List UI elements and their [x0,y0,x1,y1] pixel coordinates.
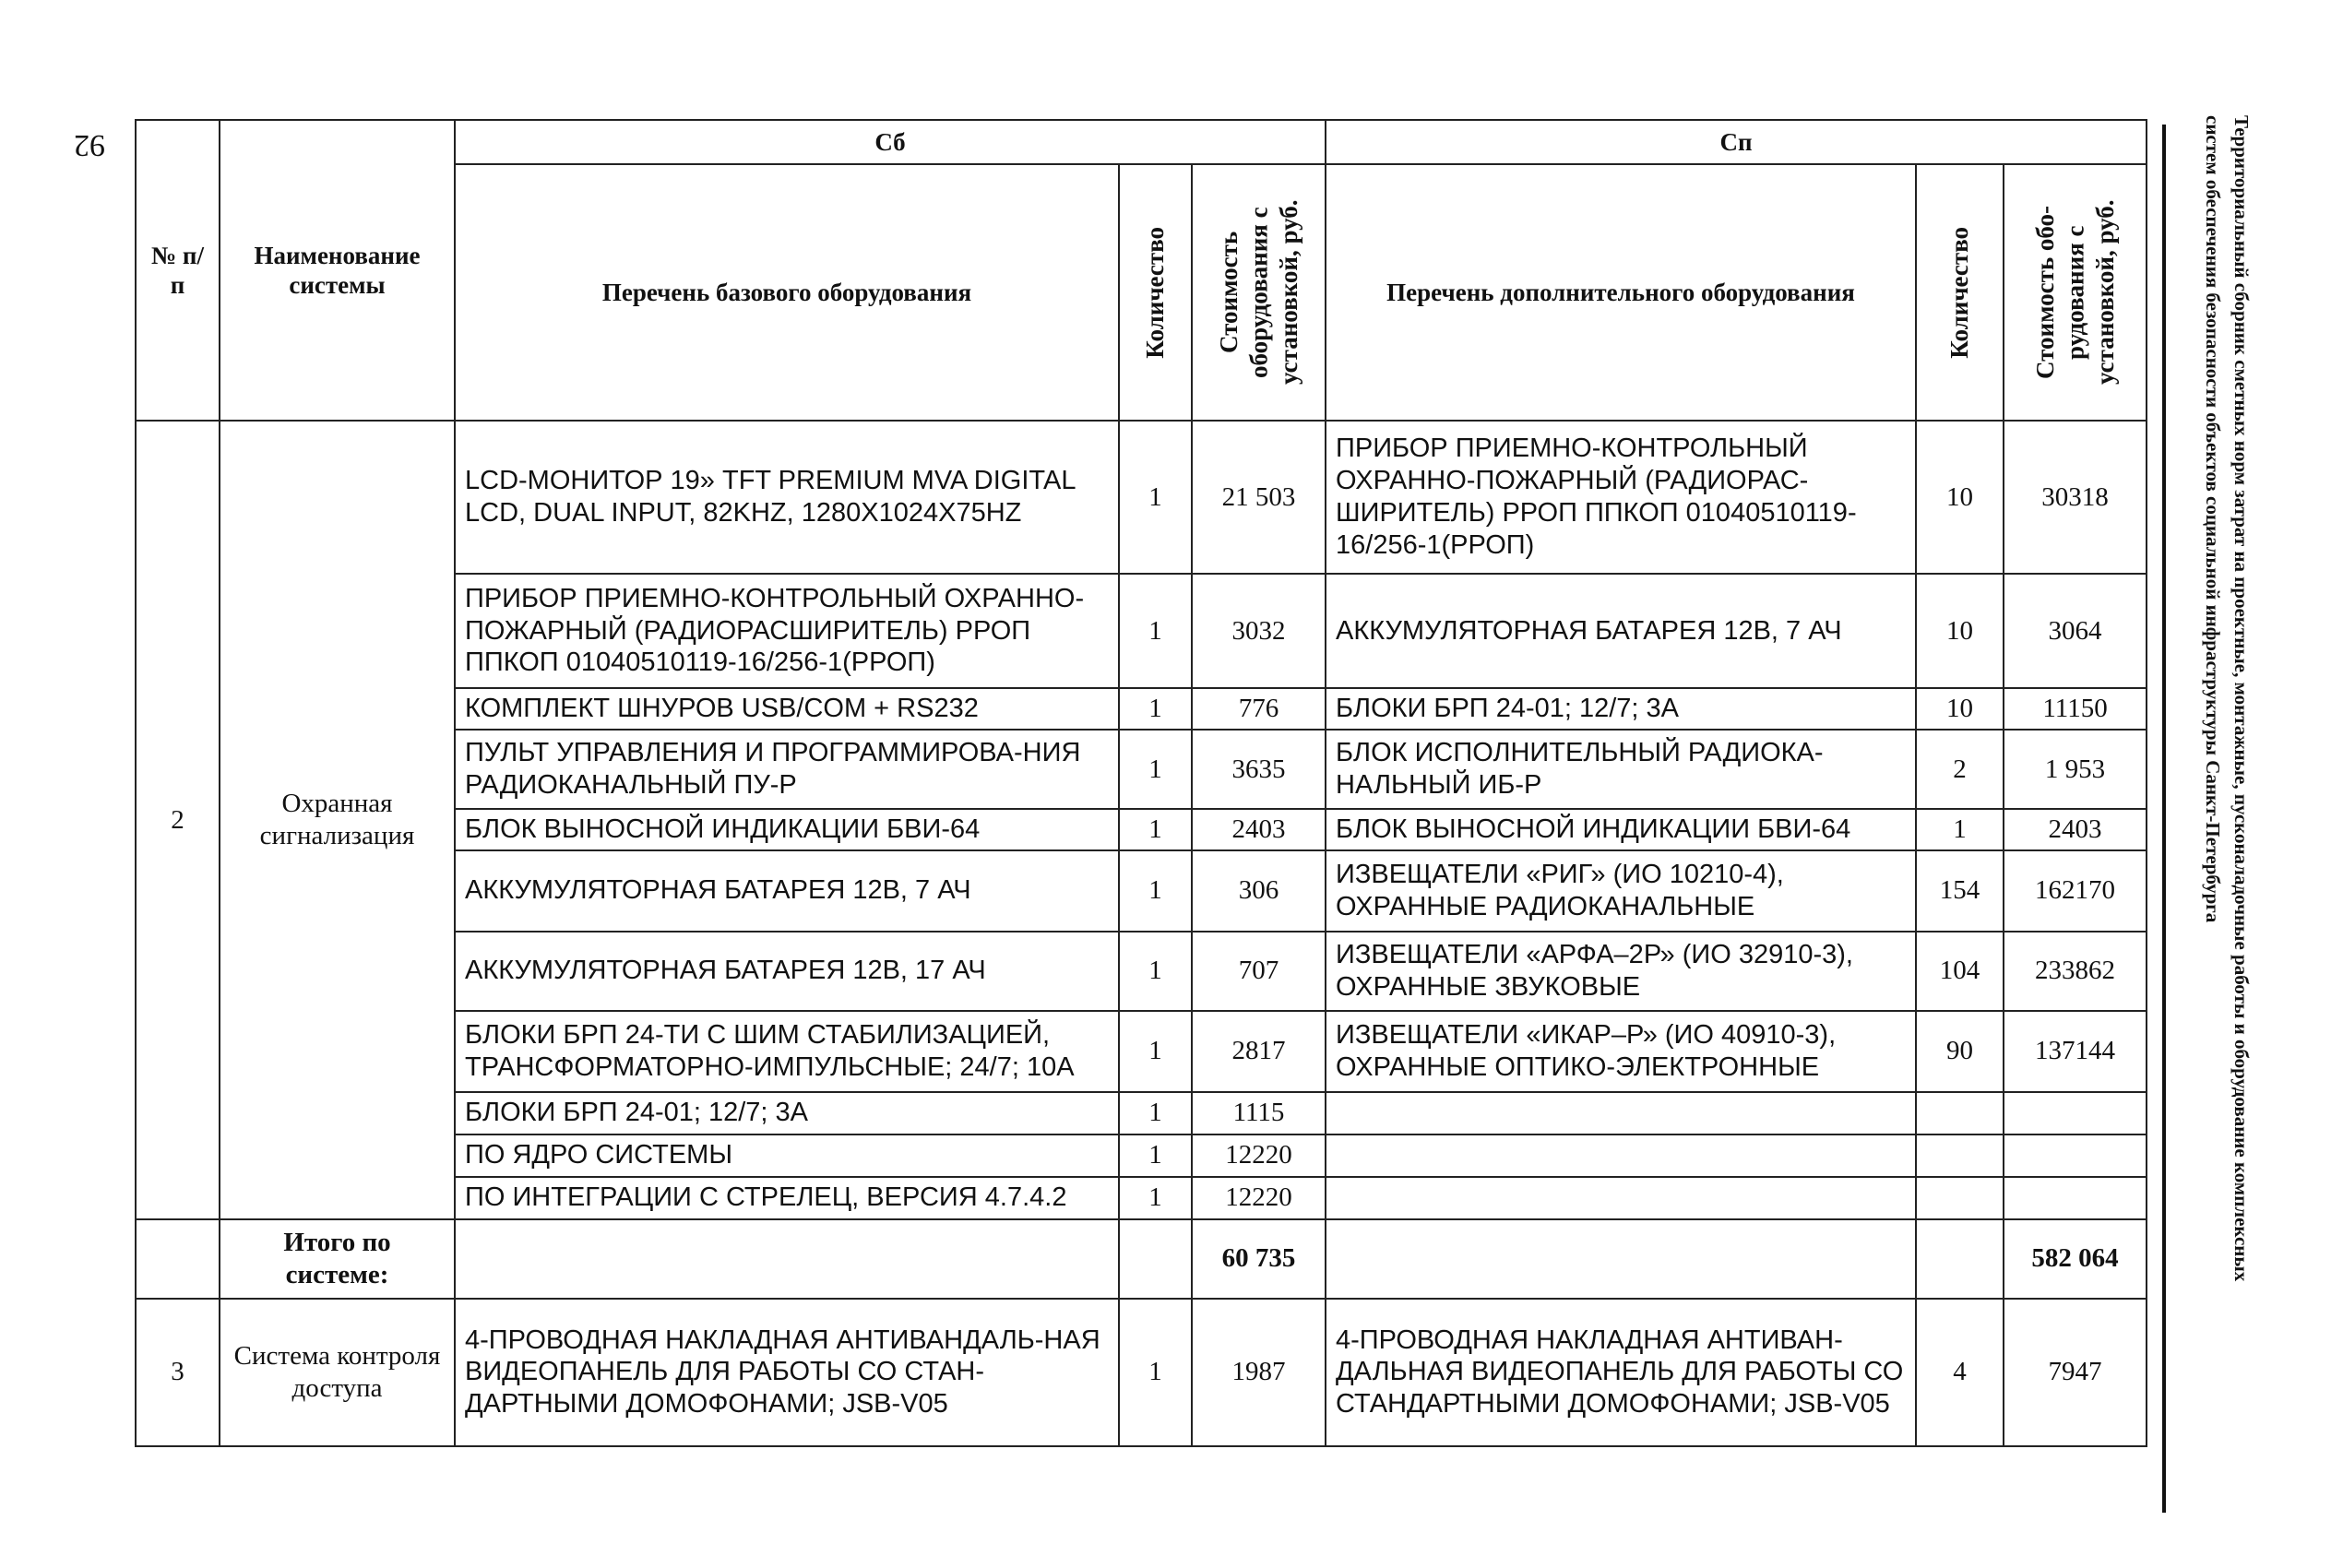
base-cost: 1987 [1192,1299,1326,1446]
add-item: ИЗВЕЩАТЕЛИ «РИГ» (ИО 10210-4), ОХРАННЫЕ РАДИОКАНАЛЬНЫЕ [1326,850,1916,932]
add-cost: 3064 [2004,574,2147,688]
base-item: LCD-МОНИТОР 19» TFT PREMIUM MVA DIGITAL LCD, DUAL INPUT, 82KHZ, 1280X1024X75HZ [455,421,1119,574]
group-header-sp: Сп [1326,120,2147,164]
add-qty: 1 [1916,809,2004,850]
base-item: БЛОК ВЫНОСНОЙ ИНДИКАЦИИ БВИ-64 [455,809,1119,850]
equipment-table [135,119,2147,1447]
base-qty: 1 [1119,809,1192,850]
col-header-cost-add [2004,164,2147,421]
base-qty: 1 [1119,421,1192,574]
add-item: АККУМУЛЯТОРНАЯ БАТАРЕЯ 12В, 7 АЧ [1326,574,1916,688]
base-cost: 776 [1192,688,1326,730]
col-header-cost-base [1192,164,1326,421]
col-header-qty-text: Количество [1141,226,1170,359]
add-cost [2004,1134,2147,1177]
add-item [1326,1134,1916,1177]
base-qty: 1 [1119,1134,1192,1177]
add-cost: 1 953 [2004,730,2147,809]
base-item: ПО ИНТЕГРАЦИИ С СТРЕЛЕЦ, ВЕРСИЯ 4.7.4.2 [455,1177,1119,1219]
col-header-qty2-text: Количество [1945,226,1974,359]
col-header-add-list: Перечень дополнительного оборудования [1326,164,1916,421]
base-item: ПО ЯДРО СИСТЕМЫ [455,1134,1119,1177]
total-label: Итого по системе: [220,1219,455,1299]
base-cost: 2817 [1192,1011,1326,1092]
base-qty: 1 [1119,730,1192,809]
base-cost: 707 [1192,932,1326,1011]
col-header-qty [1119,164,1192,421]
add-item: ПРИБОР ПРИЕМНО-КОНТРОЛЬНЫЙ ОХРАННО-ПОЖАРНЫЙ (РАДИОРАС-ШИРИТЕЛЬ) РРОП ППКОП 01040510119-16/256-1(РРОП) [1326,421,1916,574]
add-item: БЛОКИ БРП 24-01; 12/7; 3А [1326,688,1916,730]
base-cost: 2403 [1192,809,1326,850]
system-name: Система контроля доступа [220,1299,455,1446]
col-header-qty2 [1916,164,2004,421]
add-item: БЛОК ИСПОЛНИТЕЛЬНЫЙ РАДИОКА-НАЛЬНЫЙ ИБ-Р [1326,730,1916,809]
base-cost: 306 [1192,850,1326,932]
base-cost: 21 503 [1192,421,1326,574]
add-cost: 2403 [2004,809,2147,850]
add-cost: 11150 [2004,688,2147,730]
add-qty [1916,1092,2004,1134]
group-header-sb: Сб [455,120,1326,164]
col-header-cost-base-text: Стоимость оборудования с установкой, руб. [1214,199,1302,386]
total-blank-qty [1119,1219,1192,1299]
page-number: 92 [74,128,105,162]
total-base-cost: 60 735 [1192,1219,1326,1299]
total-blank-qty2 [1916,1219,2004,1299]
running-header: Территориальный сборник сметных норм затрат на проектные, монтажные, пусконаладочные работы и оборудование комплексных систем обеспечения безопасности объектов социальной инфраструктуры Санкт-Петербурга [2202,115,2253,1282]
add-qty [1916,1134,2004,1177]
header-rule [2162,125,2166,1513]
total-row-blank [136,1219,220,1299]
add-cost [2004,1177,2147,1219]
add-cost: 162170 [2004,850,2147,932]
add-qty: 104 [1916,932,2004,1011]
section-number: 3 [136,1299,220,1446]
base-qty: 1 [1119,1177,1192,1219]
base-qty: 1 [1119,574,1192,688]
section-number: 2 [136,421,220,1219]
base-item: БЛОКИ БРП 24-01; 12/7; 3А [455,1092,1119,1134]
base-qty: 1 [1119,1299,1192,1446]
total-row [136,1219,2147,1299]
base-item: БЛОКИ БРП 24-ТИ С ШИМ СТАБИЛИЗАЦИЕЙ, ТРАНСФОРМАТОРНО-ИМПУЛЬСНЫЕ; 24/7; 10А [455,1011,1119,1092]
base-item: АККУМУЛЯТОРНАЯ БАТАРЕЯ 12В, 17 АЧ [455,932,1119,1011]
base-cost: 1115 [1192,1092,1326,1134]
add-item: ИЗВЕЩАТЕЛИ «АРФА–2Р» (ИО 32910-3), ОХРАННЫЕ ЗВУКОВЫЕ [1326,932,1916,1011]
base-qty: 1 [1119,1011,1192,1092]
add-cost [2004,1092,2147,1134]
add-qty: 90 [1916,1011,2004,1092]
col-header-base-list: Перечень базового оборудования [455,164,1119,421]
base-qty: 1 [1119,1092,1192,1134]
base-qty: 1 [1119,688,1192,730]
add-qty: 10 [1916,421,2004,574]
add-qty: 2 [1916,730,2004,809]
add-cost: 30318 [2004,421,2147,574]
add-qty: 4 [1916,1299,2004,1446]
base-item: КОМПЛЕКТ ШНУРОВ USB/COM + RS232 [455,688,1119,730]
table-row [136,421,2147,574]
base-qty: 1 [1119,932,1192,1011]
add-item: БЛОК ВЫНОСНОЙ ИНДИКАЦИИ БВИ-64 [1326,809,1916,850]
col-header-num: № п/п [136,120,220,421]
total-blank-add [1326,1219,1916,1299]
system-name: Охранная сигнализация [220,421,455,1219]
base-cost: 3635 [1192,730,1326,809]
col-header-cost-add-text: Стоимость обо-рудования с установкой, руб. [2030,199,2119,386]
add-item [1326,1092,1916,1134]
add-cost: 137144 [2004,1011,2147,1092]
add-qty: 10 [1916,688,2004,730]
base-cost: 12220 [1192,1134,1326,1177]
col-header-system: Наименование системы [220,120,455,421]
base-item: ПУЛЬТ УПРАВЛЕНИЯ И ПРОГРАММИРОВА-НИЯ РАДИОКАНАЛЬНЫЙ ПУ-Р [455,730,1119,809]
base-cost: 12220 [1192,1177,1326,1219]
add-item: ИЗВЕЩАТЕЛИ «ИКАР–Р» (ИО 40910-3), ОХРАННЫЕ ОПТИКО-ЭЛЕКТРОННЫЕ [1326,1011,1916,1092]
total-add-cost: 582 064 [2004,1219,2147,1299]
add-item [1326,1177,1916,1219]
add-cost: 233862 [2004,932,2147,1011]
total-blank-base [455,1219,1119,1299]
base-cost: 3032 [1192,574,1326,688]
base-item: ПРИБОР ПРИЕМНО-КОНТРОЛЬНЫЙ ОХРАННО-ПОЖАРНЫЙ (РАДИОРАСШИРИТЕЛЬ) РРОП ППКОП 01040510119-16/256-1(РРОП) [455,574,1119,688]
base-qty: 1 [1119,850,1192,932]
add-cost: 7947 [2004,1299,2147,1446]
base-item: АККУМУЛЯТОРНАЯ БАТАРЕЯ 12В, 7 АЧ [455,850,1119,932]
add-qty: 10 [1916,574,2004,688]
add-qty [1916,1177,2004,1219]
add-qty: 154 [1916,850,2004,932]
add-item: 4-ПРОВОДНАЯ НАКЛАДНАЯ АНТИВАН-ДАЛЬНАЯ ВИДЕОПАНЕЛЬ ДЛЯ РАБОТЫ СО СТАНДАРТНЫМИ ДОМОФОНАМИ; JSB-V05 [1326,1299,1916,1446]
base-item: 4-ПРОВОДНАЯ НАКЛАДНАЯ АНТИВАНДАЛЬ-НАЯ ВИДЕОПАНЕЛЬ ДЛЯ РАБОТЫ СО СТАН-ДАРТНЫМИ ДОМОФОНАМИ; JSB-V05 [455,1299,1119,1446]
table-row [136,1299,2147,1446]
